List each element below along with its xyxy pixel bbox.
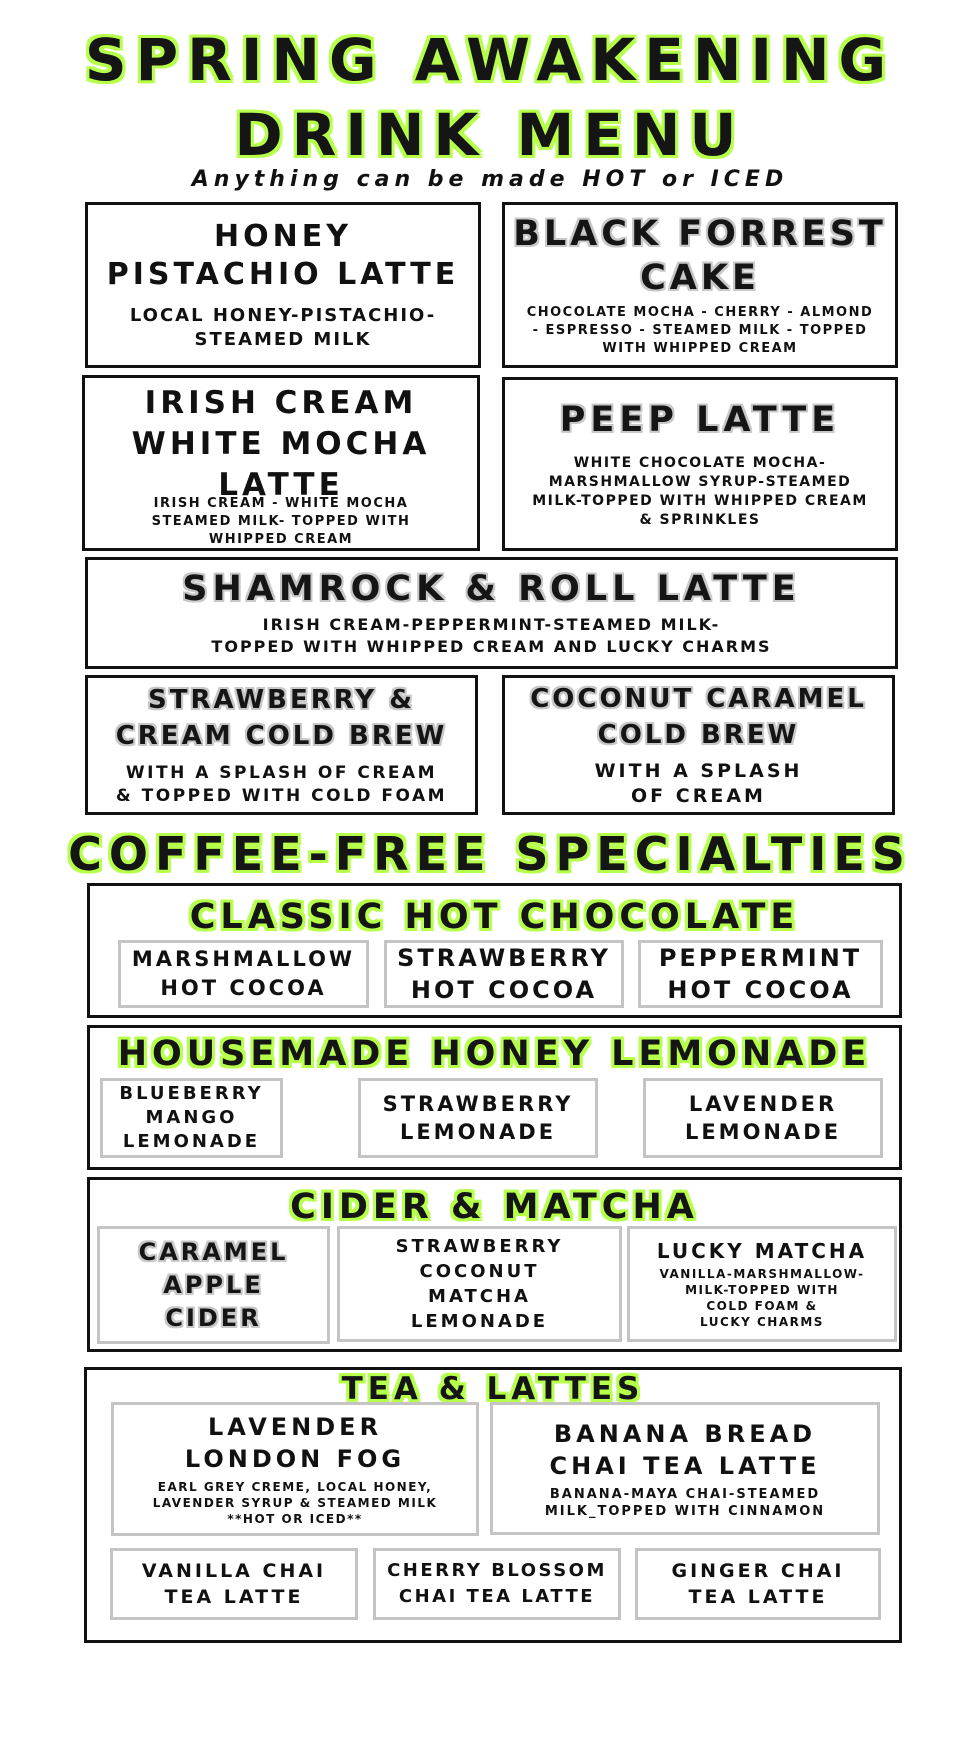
menu-subtitle: Anything can be made HOT or ICED [191,167,789,192]
caramel-apple-cider-box [97,1226,330,1344]
lucky-matcha-box [627,1226,897,1342]
menu-title-line2: DRINK MENU [234,101,746,169]
vanilla-chai-label: VANILLA CHAI TEA LATTE [141,1560,327,1608]
honey-pistachio-card [85,202,481,368]
tea-lattes-section [84,1367,902,1643]
peep-latte-title: PEEP LATTE [559,400,841,440]
honey-pistachio-desc: LOCAL HONEY-PISTACHIO- STEAMED MILK [129,305,437,350]
cherry-blossom-chai-box [373,1548,621,1620]
peppermint-cocoa-label: PEPPERMINT HOT COCOA [658,944,863,1004]
black-forrest-title: BLACK FORREST CAKE [513,214,887,298]
strawberry-cream-card [85,675,478,815]
coconut-caramel-card [502,675,895,815]
london-fog-box [111,1402,479,1536]
vanilla-chai-box [110,1548,358,1620]
peppermint-cocoa-box [638,940,883,1008]
lemonade-section [87,1025,902,1170]
ginger-chai-label: GINGER CHAI TEA LATTE [671,1560,845,1608]
marshmallow-cocoa-label: MARSHMALLOW HOT COCOA [131,947,356,1000]
strawberry-cocoa-box [384,940,624,1008]
lemonade-heading: HOUSEMADE HONEY LEMONADE [117,1034,872,1074]
shamrock-roll-card [85,557,898,669]
strawberry-lemonade-label: STRAWBERRY LEMONADE [382,1092,574,1144]
black-forrest-card [502,202,898,368]
honey-pistachio-title: HONEY PISTACHIO LATTE [106,219,460,292]
shamrock-roll-desc: IRISH CREAM-PEPPERMINT-STEAMED MILK- TOPPED WITH WHIPPED CREAM AND LUCKY CHARMS [211,615,772,656]
london-fog-desc: EARL GREY CREME, LOCAL HONEY, LAVENDER SYRUP & STEAMED MILK **HOT OR ICED** [152,1480,438,1526]
black-forrest-desc: CHOCOLATE MOCHA - CHERRY - ALMOND - ESPRESSO - STEAMED MILK - TOPPED WITH WHIPPED CREAM [526,305,874,356]
strawberry-coconut-matcha-box [337,1226,622,1342]
peep-latte-card [502,377,898,551]
lavender-lemonade-label: LAVENDER LEMONADE [684,1092,842,1144]
cherry-blossom-chai-label: CHERRY BLOSSOM CHAI TEA LATTE [387,1560,607,1607]
banana-bread-chai-title: BANANA BREAD CHAI TEA LATTE [549,1419,821,1480]
blueberry-mango-label: BLUEBERRY MANGO LEMONADE [119,1083,264,1152]
shamrock-roll-title: SHAMROCK & ROLL LATTE [182,569,801,609]
cider-matcha-heading: CIDER & MATCHA [290,1187,699,1227]
lucky-matcha-title: LUCKY MATCHA [656,1239,868,1263]
menu-title-line1: SPRING AWAKENING [84,26,896,94]
irish-cream-card [82,375,480,551]
strawberry-coconut-matcha-label: STRAWBERRY COCONUT MATCHA LEMONADE [395,1236,564,1332]
lavender-lemonade-box [643,1078,883,1158]
ginger-chai-box [635,1548,881,1620]
banana-bread-chai-desc: BANANA-MAYA CHAI-STEAMED MILK_TOPPED WITH CINNAMON [544,1486,826,1519]
london-fog-title: LAVENDER LONDON FOG [184,1413,406,1473]
coffee-free-heading: COFFEE-FREE SPECIALTIES [68,827,912,881]
strawberry-cocoa-label: STRAWBERRY HOT COCOA [397,944,611,1004]
hot-chocolate-section [87,883,902,1018]
marshmallow-cocoa-box [118,940,369,1008]
hot-chocolate-heading: CLASSIC HOT CHOCOLATE [189,897,800,937]
coconut-caramel-title: COCONUT CARAMEL COLD BREW [530,684,867,750]
lucky-matcha-desc: VANILLA-MARSHMALLOW- MILK-TOPPED WITH COLD FOAM & LUCKY CHARMS [659,1267,865,1329]
strawberry-cream-desc: WITH A SPLASH OF CREAM & TOPPED WITH COLD FOAM [115,763,448,806]
banana-bread-chai-box [490,1402,880,1535]
blueberry-mango-box [100,1078,283,1158]
strawberry-cream-title: STRAWBERRY & CREAM COLD BREW [115,685,448,751]
strawberry-lemonade-box [358,1078,598,1158]
cider-matcha-section [87,1177,902,1352]
caramel-apple-cider-label: CARAMEL APPLE CIDER [138,1237,289,1332]
irish-cream-title: IRISH CREAM WHITE MOCHA LATTE [131,385,431,503]
tea-lattes-heading: TEA & LATTES [341,1371,645,1407]
irish-cream-desc: IRISH CREAM - WHITE MOCHA STEAMED MILK- TOPPED WITH WHIPPED CREAM [151,496,411,547]
coconut-caramel-desc: WITH A SPLASH OF CREAM [594,760,803,807]
peep-latte-desc: WHITE CHOCOLATE MOCHA- MARSHMALLOW SYRUP-STEAMED MILK-TOPPED WITH WHIPPED CREAM & SPRINKLES [532,455,868,528]
